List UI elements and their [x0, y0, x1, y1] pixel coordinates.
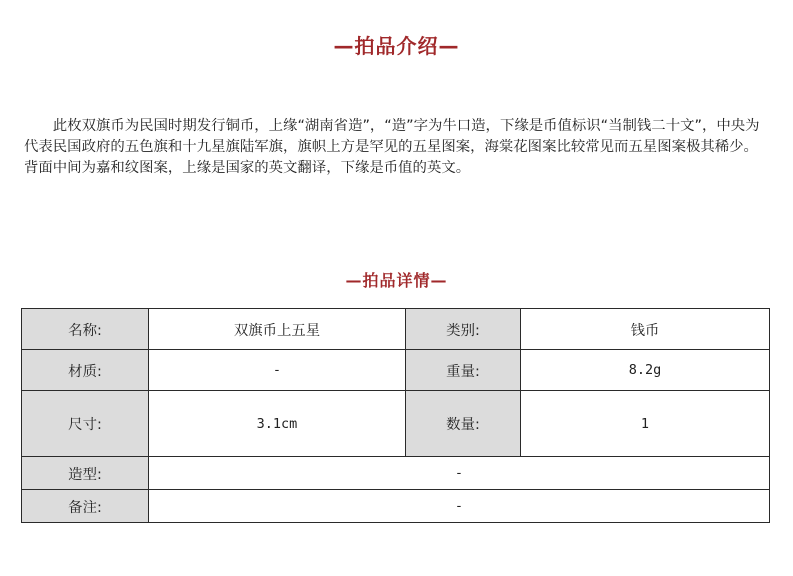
size-value: 3.1cm — [149, 391, 406, 457]
remarks-value: - — [149, 490, 770, 523]
details-title: —拍品详情— — [345, 271, 448, 290]
quantity-value: 1 — [521, 391, 770, 457]
table-row — [22, 391, 770, 457]
table-row — [22, 457, 770, 490]
weight-value: 8.2g — [521, 350, 770, 391]
shape-label: 造型: — [22, 457, 149, 490]
table-row — [22, 490, 770, 523]
material-value: - — [149, 350, 406, 391]
name-value: 双旗币上五星 — [149, 309, 406, 350]
table-row — [22, 309, 770, 350]
size-label: 尺寸: — [22, 391, 149, 457]
details-table — [21, 308, 770, 523]
quantity-label: 数量: — [406, 391, 521, 457]
material-label: 材质: — [22, 350, 149, 391]
category-value: 钱币 — [521, 309, 770, 350]
intro-title: —拍品介绍— — [333, 34, 460, 58]
table-row — [22, 350, 770, 391]
weight-label: 重量: — [406, 350, 521, 391]
category-label: 类别: — [406, 309, 521, 350]
shape-value: - — [149, 457, 770, 490]
name-label: 名称: — [22, 309, 149, 350]
intro-paragraph: 此枚双旗币为民国时期发行铜币，上缘“湖南省造”，“造”字为牛口造，下缘是币值标识“当制钱二十文”，中央为代表民国政府的五色旗和十九星旗陆军旗，旗帜上方是罕见的五星图案，海棠花图案比较常见而五星图案极其稀少。背面中间为嘉和纹图案，上缘是国家的英文翻译，下缘是币值的英文。 — [24, 118, 760, 176]
remarks-label: 备注: — [22, 490, 149, 523]
